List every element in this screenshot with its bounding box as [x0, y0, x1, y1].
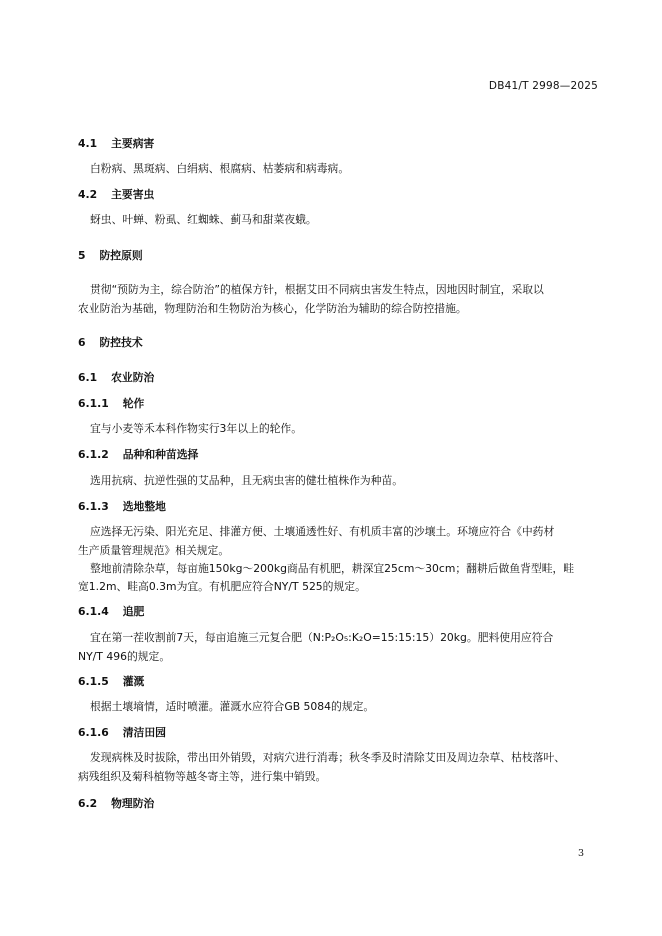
- paragraph-4-1: 白粉病、黑斑病、白绢病、根腐病、枯萎病和病毒病。: [90, 162, 350, 175]
- heading-number: 6.1.4: [78, 605, 109, 618]
- paragraph-4-2: 蚜虫、叶蝉、粉虱、红蜘蛛、蓟马和甜菜夜蛾。: [90, 213, 317, 226]
- paragraph-6-1-5: 根据土壤墒情，适时喷灌。灌溉水应符合GB 5084的规定。: [90, 700, 375, 713]
- heading-number: 6.1.1: [78, 397, 109, 410]
- paragraph-6-1-4-line2: NY/T 496的规定。: [78, 650, 171, 663]
- heading-6-1-2: [78, 447, 198, 462]
- heading-number: 4.1: [78, 137, 98, 150]
- heading-number: 4.2: [78, 188, 98, 201]
- paragraph-6-1-2: 选用抗病、抗逆性强的艾品种，且无病虫害的健壮植株作为种苗。: [90, 474, 404, 487]
- heading-6-1-3: [78, 499, 166, 514]
- heading-6-1-1: [78, 396, 144, 411]
- heading-6-2: [78, 796, 154, 811]
- heading-title: 追肥: [122, 605, 145, 618]
- heading-title: 主要害虫: [111, 188, 155, 201]
- heading-number: 6.1.2: [78, 448, 109, 461]
- heading-title: 灌溉: [122, 675, 145, 688]
- heading-title: 农业防治: [111, 371, 155, 384]
- heading-6-1-6: [78, 725, 166, 740]
- heading-title: 主要病害: [111, 137, 155, 150]
- paragraph-6-1-6-line2: 病残组织及菊科植物等越冬寄主等，进行集中销毁。: [78, 770, 327, 783]
- heading-6-1-5: [78, 674, 144, 689]
- heading-6-1: [78, 370, 154, 385]
- paragraph-6-1-3-line3: 整地前清除杂草，每亩施150kg～200kg商品有机肥，耕深宜25cm～30cm；翻耕后做鱼背型畦，畦: [90, 562, 575, 575]
- heading-4-1: [78, 136, 154, 151]
- heading-title: 防控技术: [99, 336, 143, 349]
- document-code: DB41/T 2998—2025: [488, 80, 598, 92]
- heading-number: 6.1.6: [78, 726, 109, 739]
- paragraph-5-line2: 农业防治为基础，物理防治和生物防治为核心，化学防治为辅助的综合防控措施。: [78, 302, 467, 315]
- heading-title: 防控原则: [99, 249, 143, 262]
- heading-6-1-4: [78, 604, 144, 619]
- paragraph-5-line1: 贯彻“预防为主，综合防治”的植保方针，根据艾田不同病虫害发生特点，因地因时制宜，采取以: [90, 283, 544, 296]
- heading-title: 物理防治: [111, 797, 155, 810]
- heading-number: 6: [78, 336, 86, 349]
- heading-number: 6.1.3: [78, 500, 109, 513]
- paragraph-6-1-3-line1: 应选择无污染、阳光充足、排灌方便、土壤通透性好、有机质丰富的沙壤土。环境应符合《中药材: [90, 525, 555, 538]
- heading-4-2: [78, 187, 154, 202]
- heading-title: 选地整地: [122, 500, 166, 513]
- heading-title: 轮作: [122, 397, 145, 410]
- heading-number: 6.1.5: [78, 675, 109, 688]
- heading-number: 6.2: [78, 797, 98, 810]
- paragraph-6-1-6-line1: 发现病株及时拔除，带出田外销毁，对病穴进行消毒；秋冬季及时清除艾田及周边杂草、枯枝落叶、: [90, 751, 566, 764]
- paragraph-6-1-4-line1: 宜在第一茬收割前7天，每亩追施三元复合肥（N:P₂O₅:K₂O=15:15:15）20kg。肥料使用应符合: [90, 631, 554, 644]
- paragraph-6-1-3-line4: 宽1.2m、畦高0.3m为宜。有机肥应符合NY/T 525的规定。: [78, 580, 366, 593]
- paragraph-6-1-1: 宜与小麦等禾本科作物实行3年以上的轮作。: [90, 422, 303, 435]
- heading-title: 清洁田园: [122, 726, 166, 739]
- heading-5: [78, 248, 143, 263]
- heading-6: [78, 335, 143, 350]
- heading-title: 品种和种苗选择: [122, 448, 199, 461]
- page-number: 3: [577, 848, 584, 859]
- paragraph-6-1-3-line2: 生产质量管理规范》相关规定。: [78, 544, 230, 557]
- heading-number: 5: [78, 249, 86, 262]
- heading-number: 6.1: [78, 371, 98, 384]
